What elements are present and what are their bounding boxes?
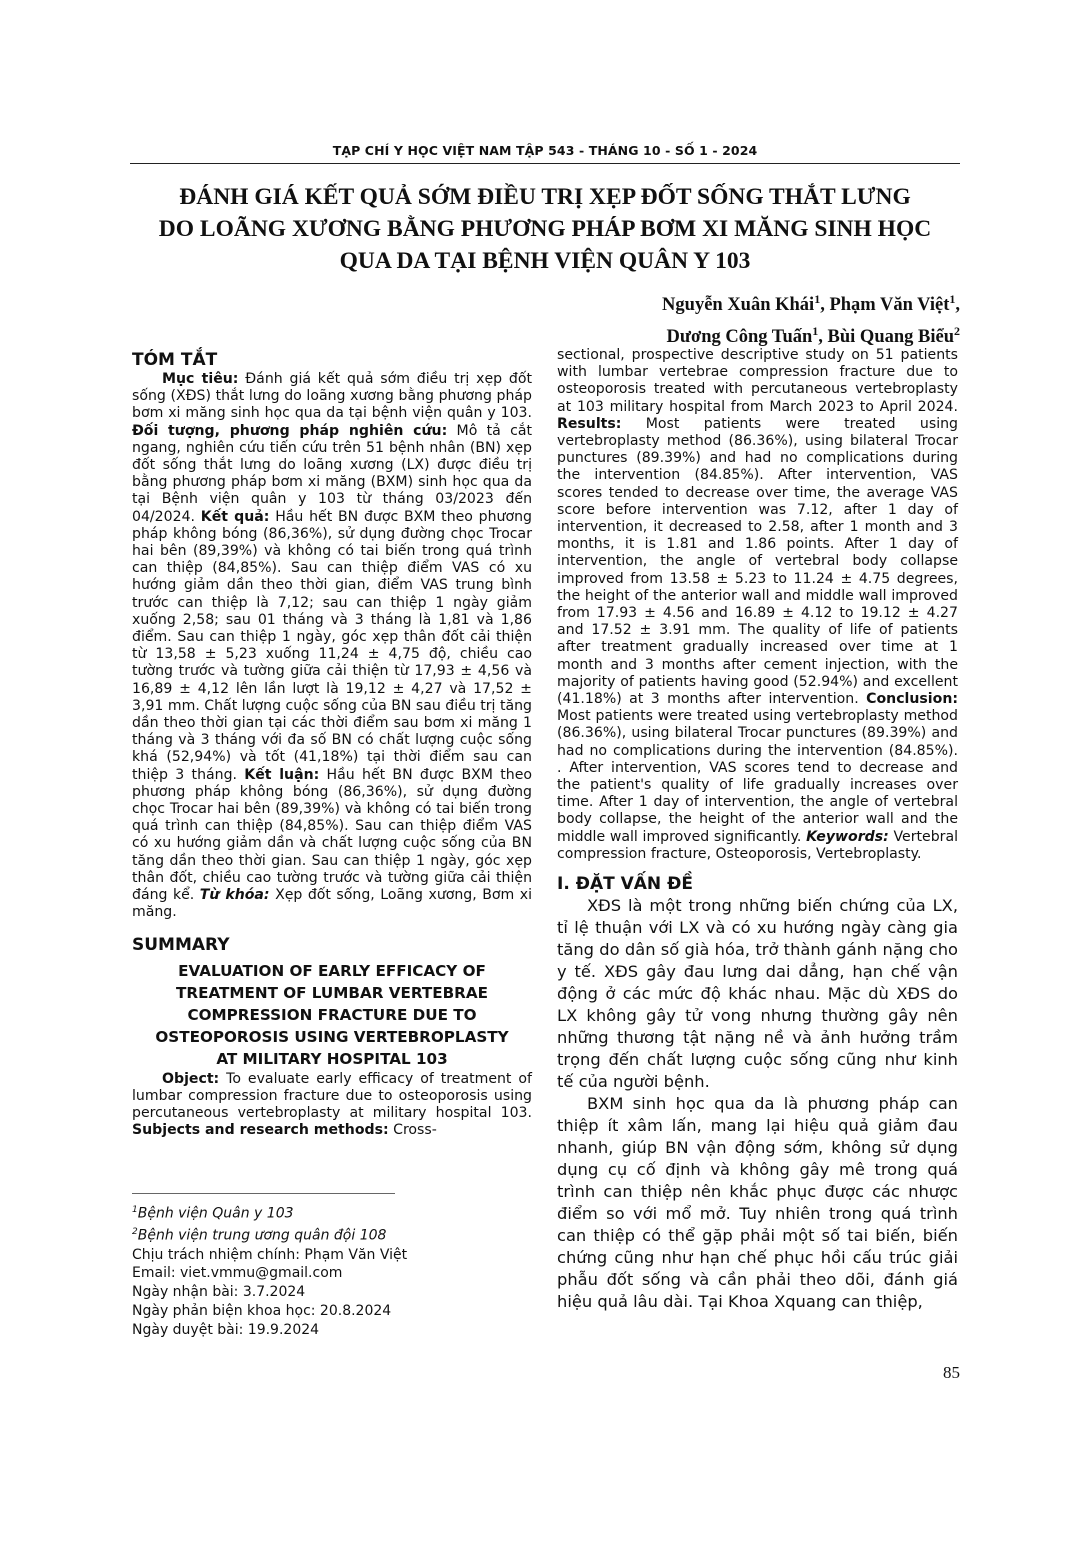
text-results: Hầu hết BN được BXM theo phương pháp không bóng (86,36%), sử dụng đường chọc Trocar hai bên (89,39%) và không có tai biến trong quá trình can thiệp (84,85%). Sau can thiệp điểm VAS có xu hướng giảm dần theo thời gian, điểm VAS trung bình trước can thiệp là 7,12; sau can thiệp 1 ngày giảm xuống 2,58; sau 01 tháng và 3 tháng là 1,81 và 1,86 điểm. Sau can thiệp 1 ngày, góc xẹp thân đốt cải thiện từ 13,58 ± 5,23 xuống 11,24 ± 4,75 độ, chiều cao tường trước và tường giữa cải thiện từ 17,93 ± 4,56 và 16,89 ± 4,12 lên lần lượt là 19,12 ± 4,27 và 17,52 ± 3,91 mm. Chất lượng cuộc sống của BN sau điều trị tăng dần theo thời gian tại các thời điểm sau bơm xi măng 1 tháng và 3 tháng với đa số BN có chất lượng cuộc sống khá (52,94%) và tốt (41,18%) tại thời điểm sau can thiệp 3 tháng. [132,508,532,783]
label-subjects-methods: Subjects and research methods: [132,1122,389,1139]
page-number: 85 [943,1363,960,1382]
title-line: QUA DA TẠI BỆNH VIỆN QUÂN Y 103 [339,248,751,274]
affiliation-marker: 1 [812,324,819,339]
intro-paragraph: XĐS là một trong những biến chứng của LX, tỉ lệ thuận với LX và có xu hướng ngày càng gia tăng do dân số già hóa, trở thành gánh nặng cho y tế. XĐS gây đau lưng dai dẳng, hạn chế vận động ở các mức độ khác nhau. Mặc dù XĐS do LX không gây tử vong nhưng thường gây nên những thương tật nặng nề và ảnh hưởng trầm trọng đến chất lượng cuộc sống cũng như kinh tế của người bệnh. [557,896,958,1092]
date-received: Ngày nhận bài: 3.7.2024 [132,1284,306,1301]
title-line: ĐÁNH GIÁ KẾT QUẢ SỚM ĐIỀU TRỊ XẸP ĐỐT SỐNG THẮT LƯNG [179,184,911,210]
label-results: Kết quả: [200,508,270,525]
english-title-line: EVALUATION OF EARLY EFFICACY OF [178,961,486,980]
author-line: Dương Công Tuấn$^1$, Bùi Quang Biểu$^2$ [666,324,960,348]
english-title-line: OSTEOPOROSIS USING VERTEBROPLASTY [155,1028,509,1047]
article-title [130,181,960,277]
affiliation-text: Bệnh viện Quân y 103 [137,1205,294,1222]
label-objective: Mục tiêu: [162,371,239,387]
abstract-heading: TÓM TẮT [132,350,218,370]
corresponding-author: Chịu trách nhiệm chính: Phạm Văn Việt [132,1246,408,1263]
label-keywords: Từ khóa: [199,887,270,904]
label-conclusion: Kết luận: [244,766,320,783]
intro-paragraph: BXM sinh học qua da là phương pháp can thiệp ít xâm lấn, mang lại hiệu quả giảm đau nhanh, giúp BN vận động sớm, không sử dụng dụng cụ cố định và không gây mê trong quá trình can thiệp nên khắc phục được các nhược điểm so với mổ mở. Tuy nhiên trong quá trình can thiệp có thể gặp phải một số tai biến, biến chứng cũng như hạn chế phục hồi cấu trúc giải phẫu đốt sống và cần phải theo dõi, đánh giá hiệu quả lâu dài. Tại Khoa Xquang can thiệp, [557,1094,958,1312]
label-methods: Đối tượng, phương pháp nghiên cứu: [132,422,448,439]
abstract-vi-body [132,371,532,922]
date-approved: Ngày duyệt bài: 19.9.2024 [132,1321,320,1338]
english-title [132,960,532,1071]
text-objective: Đánh giá kết quả sớm điều trị xẹp đốt sống (XĐS) thắt lưng do loãng xương bằng phương pháp bơm xi măng sinh học qua da tại bệnh viện quân y 103. [132,371,532,422]
summary-body-start [132,1071,532,1140]
author-name: Dương Công Tuấn [666,327,813,348]
affiliation-marker: 2 [954,324,960,339]
affiliation-marker: 1 [132,1205,138,1215]
summary-heading: SUMMARY [132,934,230,955]
affiliation-2 [132,1223,532,1245]
affiliation-marker: 1 [949,292,956,306]
affiliation-text: Bệnh viện trung ương quân đội 108 [137,1228,387,1245]
text-subjects-methods: Cross- [388,1122,437,1139]
affiliation-1 [132,1201,532,1223]
text-keywords-en: Vertebral compression fracture, Osteoporosis, Vertebroplasty. [557,828,958,862]
intro-heading: I. ĐẶT VẤN ĐỀ [557,874,693,895]
text-methods: Mô tả cắt ngang, nghiên cứu tiến cứu trên 51 bệnh nhân (BN) xẹp đốt sống thắt lưng do loãng xương (LX) được điều trị bằng phương pháp bơm xi măng (BXM) sinh học qua da tại Bệnh viện quân y 103 từ tháng 03/2023 đến 04/2024. [132,422,533,525]
author-line: Nguyễn Xuân Khái$^1$, Phạm Văn Việt$^1$, [662,292,960,316]
english-title-line: TREATMENT OF LUMBAR VERTEBRAE [176,983,488,1002]
title-line: DO LOÃNG XƯƠNG BẰNG PHƯƠNG PHÁP BƠM XI MĂNG SINH HỌC [158,216,932,242]
summary-body-continued [557,347,958,863]
text-object: To evaluate early efficacy of treatment of lumbar compression fracture due to osteoporosis using percutaneous vertebroplasty at military hospital 103. [132,1070,532,1121]
affiliation-marker: 2 [132,1227,138,1238]
author-name: Nguyễn Xuân Khái [662,295,815,316]
english-title-line: COMPRESSION FRACTURE DUE TO [187,1005,477,1024]
text-subjects-methods-cont: sectional, prospective descriptive study on 51 patients with lumbar vertebrae compression fracture due to osteoporosis treated with percutaneous vertebroplasty at 103 military hospital from March 2023 to April 2024. [557,347,958,415]
label-object: Object: [162,1070,220,1087]
author-name: Phạm Văn Việt [829,295,950,316]
text-conclusion: Hầu hết BN được BXM theo phương pháp không bóng (86,36%), sử dụng đường chọc Trocar hai bên (89,39%) và không có tai biến trong quá trình can thiệp (84,85%). Sau can thiệp điểm VAS có xu hướng giảm dần và chất lượng cuộc sống của BN tăng dần theo thời gian. Sau can thiệp 1 ngày, góc xẹp thân đốt, chiều cao tường trước và tường giữa cải thiện đáng kể. [132,766,532,904]
right-column [557,347,958,1313]
journal-header: TẠP CHÍ Y HỌC VIỆT NAM TẬP 543 - THÁNG 10 - SỐ 1 - 2024 [332,143,758,158]
affiliation-marker: 1 [814,292,821,306]
english-title-line: AT MILITARY HOSPITAL 103 [216,1050,448,1069]
header-rule [130,163,960,164]
date-reviewed: Ngày phản biện khoa học: 20.8.2024 [132,1302,392,1319]
text-conclusion-en: Most patients were treated using vertebroplasty method (86.36%), using bilateral Trocar punctures (89.39%) and had no complications during the intervention (84.85%). . After intervention, VAS scores tend to decrease and the patient's quality of life gradually increases over time. After 1 day of intervention, the angle of vertebral body collapse, the height of the anterior wall and the middle wall improved significantly. [557,708,958,845]
author-list [662,286,960,350]
label-conclusion-en: Conclusion: [866,691,958,708]
label-results-en: Results: [557,415,622,432]
email: Email: viet.vmmu@gmail.com [132,1265,343,1282]
left-column [132,349,532,1139]
text-keywords: Xẹp đốt sống, Loãng xương, Bơm xi măng. [132,887,533,921]
author-name: Bùi Quang Biểu [827,327,954,348]
footnotes [132,1201,532,1339]
label-keywords-en: Keywords: [806,828,889,845]
text-results-en: Most patients were treated using vertebroplasty method (86.36%), using bilateral Trocar punctures (89.39%) and had no complications during the intervention (84.85%). After intervention, VAS scores tended to decrease over time, the average VAS score before intervention was 7.12, after 1 day of intervention, it decreased to 2.58, after 1 month and 3 months, it is 1.81 and 1.86 points. After 1 day of intervention, the angle of vertebral body collapse improved from 13.58 ± 5.23 to 11.24 ± 4.75 degrees, the height of the anterior wall and middle wall improved from 17.93 ± 4.56 and 16.89 ± 4.12 to 19.12 ± 4.27 and 17.52 ± 3.91 mm. The quality of life of patients after treatment gradually increased over time at 1 month and 3 months after cement injection, with the majority of patients having good (52.94%) and excellent (41.18%) at 3 months after intervention. [557,415,958,708]
footnote-rule [132,1193,395,1194]
